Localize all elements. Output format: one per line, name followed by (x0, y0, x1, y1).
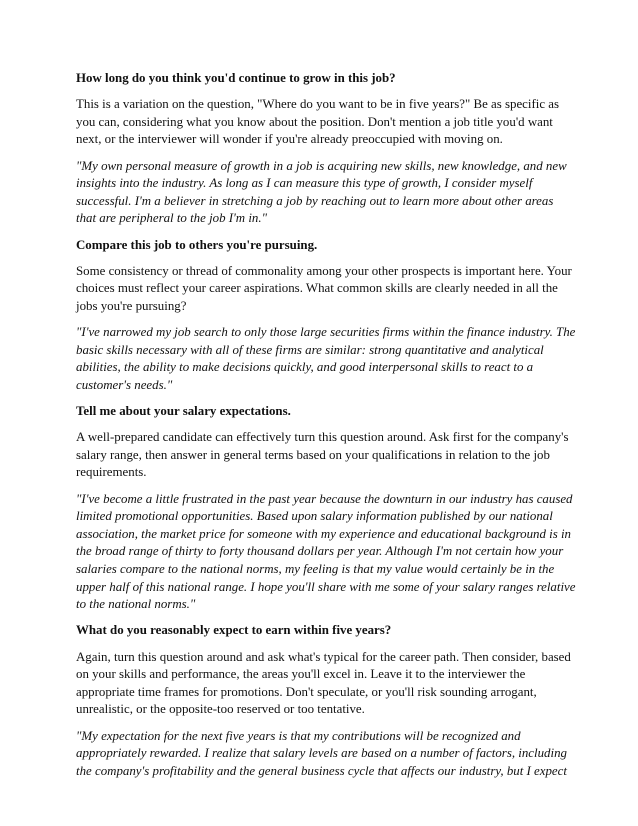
quote-line: limited promotional opportunities. Based upon salary information published by our national (76, 509, 553, 524)
quote-line: appropriately rewarded. I realize that salary levels are based on a number of factors, including (76, 746, 567, 761)
body-line: appropriate time frames for promotions. Don't speculate, or you'll risk sounding arrogant, (76, 684, 537, 699)
body-line: salary range, then answer in general terms based on your qualifications in relation to the job (76, 447, 550, 462)
section-body (76, 649, 571, 719)
body-line: Again, turn this question around and ask what's typical for the career path. Then consider, based (76, 649, 571, 664)
section-heading: Compare this job to others you're pursuing. (76, 237, 318, 252)
sample-answer (76, 324, 576, 394)
quote-line: "My expectation for the next five years is that my contributions will be recognized and (76, 728, 521, 743)
body-line: This is a variation on the question, "Where do you want to be in five years?" Be as specific as (76, 97, 560, 112)
quote-line: the company's profitability and the general business cycle that affects our industry, but I expect (76, 763, 567, 778)
quote-line: "My own personal measure of growth in a job is acquiring new skills, new knowledge, and new (76, 158, 567, 173)
body-line: jobs you're pursuing? (76, 298, 187, 313)
body-line: on your skills and performance, the areas you'll excel in. Leave it to the interviewer the (76, 667, 526, 682)
section-heading: How long do you think you'd continue to grow in this job? (76, 71, 396, 85)
body-line: Some consistency or thread of commonality among your other prospects is important here. Your (76, 263, 572, 278)
body-line: choices must reflect your career aspirations. What common skills are clearly needed in all the (76, 281, 558, 296)
quote-line: insights into the industry. As long as I can measure this type of growth, I consider myself (76, 176, 533, 191)
quote-line: to the national norms." (76, 597, 196, 612)
section-body (76, 263, 572, 316)
quote-line: basic skills necessary with all of these firms are similar: strong quantitative and analytical (76, 342, 544, 357)
quote-line: upper half of this national range. I hope you'll share with me some of your salary ranges relative (76, 579, 576, 594)
section-body (76, 96, 566, 149)
quote-line: the broad range of thirty to forty thousand dollars per year. Although I'm not certain how your (76, 544, 564, 559)
sample-answer (76, 491, 576, 614)
section-body (76, 429, 569, 482)
quote-line: successful. I'm a believer in stretching a job by reaching out to learn more about other areas (76, 193, 554, 208)
body-line: requirements. (76, 465, 147, 480)
body-line: you can, considering what you know about the position. Don't mention a job title you'd want (76, 114, 553, 129)
quote-line: association, the market price for someone with my experience and educational background is in (76, 526, 571, 541)
body-line: unrealistic, or the opposite-too reserved or too tentative. (76, 702, 365, 717)
section-heading: What do you reasonably expect to earn within five years? (76, 623, 392, 638)
document-page (76, 70, 576, 789)
sample-answer (76, 728, 566, 781)
section-heading: Tell me about your salary expectations. (76, 404, 291, 419)
quote-line: "I've become a little frustrated in the past year because the downturn in our industry has caused (76, 491, 573, 506)
sample-answer (76, 158, 566, 228)
quote-line: "I've narrowed my job search to only those large securities firms within the finance industry. The (76, 325, 576, 340)
quote-line: salaries compare to the national norms, my feeling is that my value would certainly be in the (76, 562, 555, 576)
quote-line: abilities, the ability to make decisions quickly, and good interpersonal skills to react to a (76, 360, 534, 375)
quote-line: that are peripheral to the job I'm in." (76, 211, 268, 226)
body-line: A well-prepared candidate can effectively turn this question around. Ask first for the company's (76, 430, 569, 445)
body-line: next, or the interviewer will wonder if you're already preoccupied with moving on. (76, 132, 503, 147)
quote-line: customer's needs." (76, 377, 173, 392)
